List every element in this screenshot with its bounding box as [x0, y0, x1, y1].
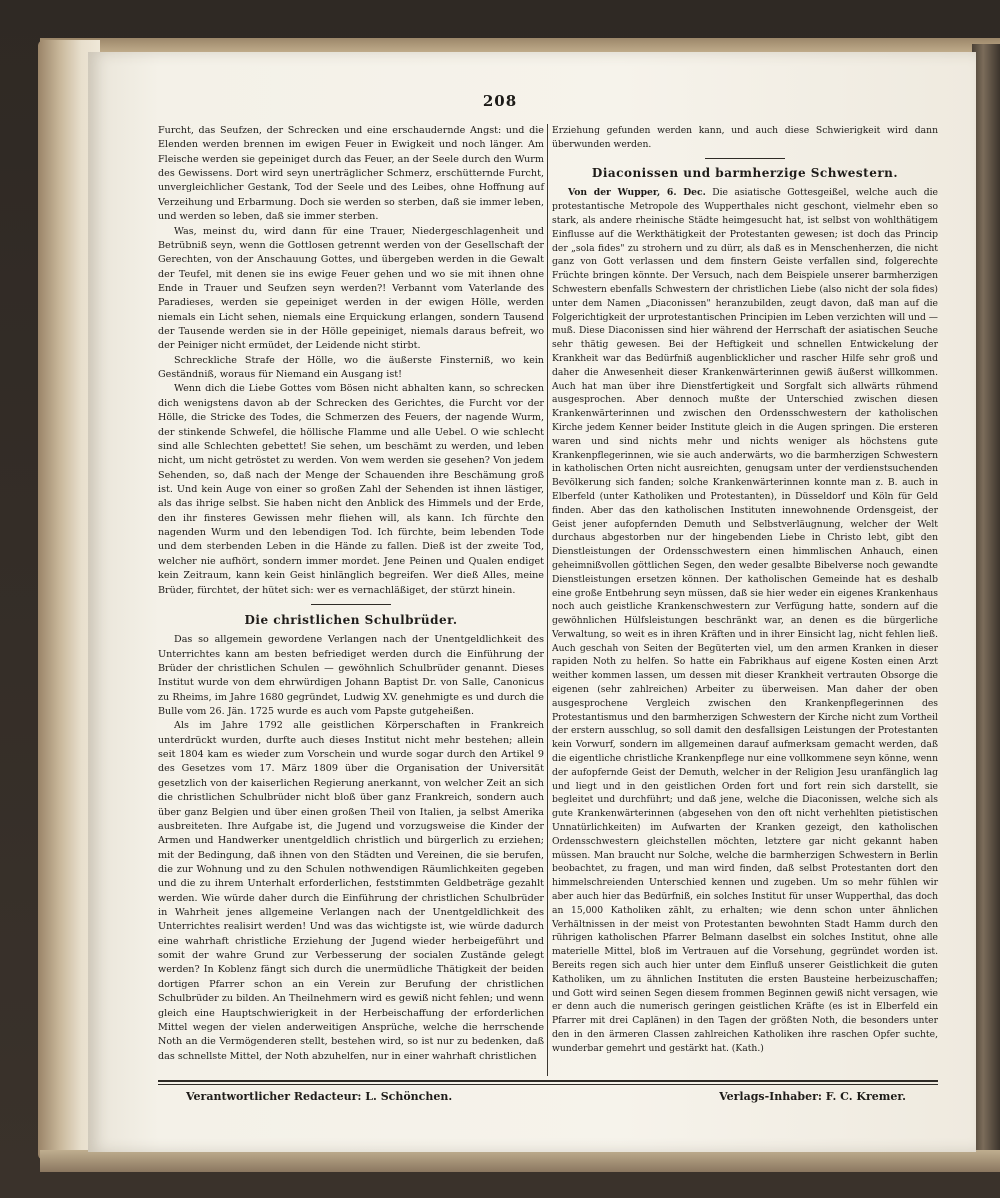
publisher-credit: Verlags-Inhaber: F. C. Kremer.: [719, 1090, 906, 1103]
section-divider: [705, 158, 785, 159]
editor-credit: Verantwortlicher Redacteur: L. Schönchen.: [186, 1090, 453, 1103]
paragraph: Wenn dich die Liebe Gottes vom Bösen nicht abhalten kann, so schrecken dich wenigstens davon ab der Schrecken des Gerichtes, die Furcht vor der Hölle, die Stricke des Todes, die Schmerzen des Feuers, der nagende Wurm, der stinkende Schwefel, die höllische Flamme und alle Uebel. O wie schlecht sind alle Schlechten gebettet! Sie sehen, um beschämt zu werden, und leben nicht, um nicht getröstet zu werden. Von wem werden sie gesehen? Von jedem Sehenden, so, daß nach der Menge der Schauenden ihre Beschämung groß ist. Und kein Auge von einer so großen Zahl der Sehenden ist ihnen lästiger, als das ihrige selbst. Sie haben nicht den Anblick des Himmels und der Erde, den ihr finsteres Gewissen mehr fliehen will, als kann. Ich fürchte den nagenden Wurm und den lebendigen Tod. Ich fürchte, beim lebenden Tode und dem sterbenden Leben in die Hände zu fallen. Dieß ist der zweite Tod, welcher nie aufhört, sondern immer mordet. Jene Peinen und Qualen endiget kein Zeitraum, kann kein Geist hinlänglich begreifen. Wer dieß Alles, meine Brüder, fürchtet, der hütet sich: wer es vernachläßiget, der stürzt hinein.: [158, 383, 544, 596]
page-number: 208: [482, 92, 518, 110]
book-right-edge: [972, 44, 1000, 1154]
article-heading: Die christlichen Schulbrüder.: [244, 612, 458, 627]
paragraph: Schreckliche Strafe der Hölle, wo die äußerste Finsterniß, wo kein Geständniß, woraus für Niemand ein Ausgang ist!: [158, 354, 544, 381]
article-heading: Diaconissen und barmherzige Schwestern.: [591, 165, 899, 180]
section-divider: [311, 604, 391, 605]
paragraph: [552, 186, 938, 1055]
paragraph: Furcht, das Seufzen, der Schrecken und eine erschaudernde Angst: und die Elenden werden brennen im ewigen Feuer in Ewigkeit und noch länger. Am Fleische werden sie gepeiniget durch das Feuer, an der Seele durch den Wurm des Gewissens. Dort wird seyn unerträglicher Schmerz, erschütternde Furcht, unvergleichlicher Gestank, Tod der Seele und des Leibes, ohne Hoffnung auf Verzeihung und Erbarmung. Doch sie werden so sterben, daß sie immer leben, und werden so leben, daß sie immer sterben.: [158, 125, 544, 223]
footer-rule: [158, 1084, 938, 1085]
paragraph: Was, meinst du, wird dann für eine Trauer, Niedergeschlagenheit und Betrübniß seyn, wenn die Gottlosen getrennt werden von der Gesellschaft der Gerechten, von der Anschauung Gottes, und übergeben werden in die Gewalt der Teufel, mit denen sie ins ewige Feuer gehen und wo sie mit ihnen ohne Ende in Trauer und Seufzen seyn werden?! Verbannt vom Vaterlande des Paradieses, werden sie gepeiniget werden in der ewigen Hölle, werden niemals ein Licht sehen, niemals eine Erquickung erlangen, sondern Tausend der Tausende werden sie in der Hölle gepeiniget, niemals daraus befreit, wo der Peiniger nicht ermüdet, der Leidende nicht stirbt.: [158, 225, 544, 352]
dateline: Von der Wupper, 6. Dec.: [568, 187, 706, 199]
paragraph: Das so allgemein gewordene Verlangen nach der Unentgeldlichkeit des Unterrichtes kann am besten befriediget werden durch die Einführung der Brüder der christlichen Schulen — gewöhnlich Schulbrüder genannt. Dieses Institut wurde von dem ehrwürdigen Johann Baptist Dr. von Salle, Canonicus zu Rheims, im Jahre 1680 gegründet, Ludwig XV. genehmigte es und durch die Bulle vom 26. Jän. 1725 wurde es auch vom Papste gutgeheißen.: [158, 634, 544, 718]
column-rule: [547, 124, 548, 1076]
paragraph-text: Die asiatische Gottesgeißel, welche auch die protestantische Metropole des Wupperthales nicht geschont, vielmehr eben so stark, als andere rheinische Städte heimgesucht hat, ist selbst von wohlthätigem Einflusse auf die Werkthätigkeit der Protestanten gewesen; ist doch das Princip der „sola fides" zu strohern und zu dürr, als daß es in Menschenherzen, die nicht ganz von Gott verlassen und dem finstern Geiste verfallen sind, folgerechte Früchte bringen könnte. Der Versuch, nach dem Beispiele unserer barmherzigen Schwestern ebenfalls Schwestern der christlichen Liebe (also nicht der sola fides) unter dem Namen „Diaconissen" heranzubilden, zeugt davon, daß man auf die Folgerichtigkeit der urprotestantischen Principien im Leben verzichten will und — muß. Diese Diaconissen sind hier während der Herrschaft der asiatischen Seuche sehr thätig gewesen. Bei der Heftigkeit und schnellen Entwickelung der Krankheit war das Bedürfniß augenblicklicher und rascher Hilfe sehr groß und daher die Anwesenheit dieser Krankenwärterinnen gewiß äußerst willkommen. Auch hat man über ihre Dienstfertigkeit und Sorgfalt sich allwärts rühmend ausgesprochen. Aber dennoch mußte der Unterschied zwischen diesen Krankenwärterinnen und zwischen den Ordensschwestern der katholischen Kirche jedem Kenner beider Institute gleich in die Augen springen. Die ersteren waren und sind nichts mehr und nichts weniger als höchstens gute Krankenpflegerinnen, wie sie auch anderwärts, wo die barmherzigen Schwestern in katholischen Orten nicht ausreichten, genugsam unter der verdienstsuchenden Bevölkerung sich fanden; solche Krankenwärterinnen konnte man z. B. auch in Elberfeld (unter Katholiken und Protestanten), in Düsseldorf und Köln für Geld finden. Aber das den katholischen Instituten innewohnende Ordensgeist, der Geist jener aufopfernden Demuth und Selbstverläugnung, welcher der Welt durchaus abgestorben nur der hingebenden Liebe in Christo lebt, gibt den Dienstleistungen der Ordensschwestern einen himmlischen Anhauch, einen geheimnißvollen göttlichen Segen, den weder gesalbte Bibelverse noch gewandte Dienstleistungen ersetzen können. Der katholischen Gemeinde hat es deshalb eine große Entbehrung seyn müssen, daß sie hier weder ein eigenes Krankenhaus noch auch geistliche Krankenschwestern zur Verfügung hatte, sondern auf die gewöhnlichen Hülfsleistungen beschränkt war, an denen es die bürgerliche Verwaltung, so weit es in ihren Kräften und in ihrer Einsicht lag, nicht fehlen ließ. Auch geschah von Seiten der Begüterten viel, um den armen Kranken in dieser rapiden Noth zu helfen. So hatte ein Fabrikhaus auf eigene Kosten einen Arzt weither kommen lassen, um dessen mit dieser Krankheit vertrauten Obsorge die eigenen (sehr zahlreichen) Arbeiter zu überweisen. Man daher der oben ausgesprochene Vergleich zwischen den Krankenpflegerinnen des Protestantismus und den barmherzigen Schwestern der Kirche nicht zum Vortheil der erstern ausschlug, so soll damit den desfallsigen Leistungen der Protestanten kein Vorwurf, sondern im allgemeinen darauf aufmerksam gemacht werden, daß die eigentliche christliche Krankenpflege nur eine vollkommene seyn könne, wenn der aufopfernde Geist der Demuth, welcher in der Religion Jesu uranfänglich lag und liegt und in den geistlichen Orden fort und fort rein sich darstellt, sie begleitet und durchführt; und daß jene, welche die Diaconissen, welche sich als gute Krankenwärterinnen (abgesehen von den oft nicht verhehlten pietistischen Unnatürlichkeiten) im Aufwarten der Kranken gezeigt, den katholischen Ordensschwestern gleichstellen möchten, letztere gar nicht gekannt haben müssen. Man braucht nur Solche, welche die barmherzigen Schwestern in Berlin beobachtet, zu fragen, und man wird finden, daß selbst Protestanten dort den himmelschreienden Unterschied kennen und zugeben. Um so mehr fühlen wir aber auch hier das Bedürfniß, ein solches Institut für unser Wupperthal, das doch an 15,000 Katholiken zählt, zu erhalten; wie denn schon unter ähnlichen Verhältnissen in der meist von Protestanten bewohnten Stadt Hamm durch den rührigen katholischen Pfarrer Belmann daselbst ein solches Institut, ohne alle materielle Mittel, bloß im Vertrauen auf die Vorsehung, gegründet worden ist. Bereits regen sich auch hier unter dem Einfluß unserer Geistlichkeit die guten Katholiken, um zu ähnlichen Instituten die ersten Bausteine herbeizuschaffen; und Gott wird seinen Segen diesem frommen Beginnen gewiß nicht versagen, wie er denn auch die numerisch geringen geistlichen Kräfte (es ist in Elberfeld ein Pfarrer mit drei Caplänen) in den Tagen der größten Noth, die besonders unter den in den ärmeren Classen zahlreichen Katholiken ihre raschen Opfer suchte, wunderbar gemehrt und gestärkt hat. (Kath.): [552, 187, 938, 1054]
paragraph: Erziehung gefunden werden kann, und auch diese Schwierigkeit wird dann überwunden werden.: [552, 125, 938, 150]
book-bottom-edge: [40, 1150, 1000, 1172]
footer-rule: [158, 1080, 938, 1082]
right-column: [552, 124, 938, 1056]
paragraph: Als im Jahre 1792 alle geistlichen Körperschaften in Frankreich unterdrückt wurden, durfte auch dieses Institut nicht mehr bestehen; allein seit 1804 kam es wieder zum Vorschein und wurde sogar durch den Artikel 9 des Gesetzes vom 17. März 1809 über die Organisation der Universität gesetzlich von der kaiserlichen Regierung anerkannt, von welcher Zeit an sich die christlichen Schulbrüder nicht bloß über ganz Frankreich, sondern auch über ganz Belgien und über einen großen Theil von Italien, ja selbst Amerika ausbreiteten. Ihre Aufgabe ist, die Jugend und vorzugsweise die Kinder der Armen und Handwerker unentgeldlich christlich und bürgerlich zu erziehen; mit der Bedingung, daß ihnen von den Städten und Vereinen, die sie berufen, die zur Wohnung und zu den Schulen nothwendigen Räumlichkeiten gegeben und die zu ihrem Unterhalt erforderlichen, feststimmten Geldbeträge gezahlt werden. Wie würde daher durch die Einführung der christlichen Schulbrüder in Wahrheit jenes allgemeine Verlangen nach der Unentgeldlichkeit des Unterrichtes realisirt werden! Und was das wichtigste ist, wie würde dadurch eine wahrhaft christliche Erziehung der Jugend wieder herbeigeführt und somit der wahre Grund zur Verbesserung der socialen Zustände gelegt werden? In Koblenz fängt sich durch die unermüdliche Thätigkeit der beiden dortigen Pfarrer schon an ein Verein zur Berufung der christlichen Schulbrüder zu bilden. An Theilnehmern wird es gewiß nicht fehlen; und wenn gleich eine Hauptschwierigkeit in der Herbeischaffung der erforderlichen Mittel wegen der vielen anderweitigen Ansprüche, welche die herrschende Noth an die Vermögenderen stellt, bestehen wird, so ist nur zu bedenken, daß das schnellste Mittel, der Noth abzuhelfen, nur in einer wahrhaft christlichen: [158, 720, 544, 1062]
left-column: [158, 124, 544, 1064]
